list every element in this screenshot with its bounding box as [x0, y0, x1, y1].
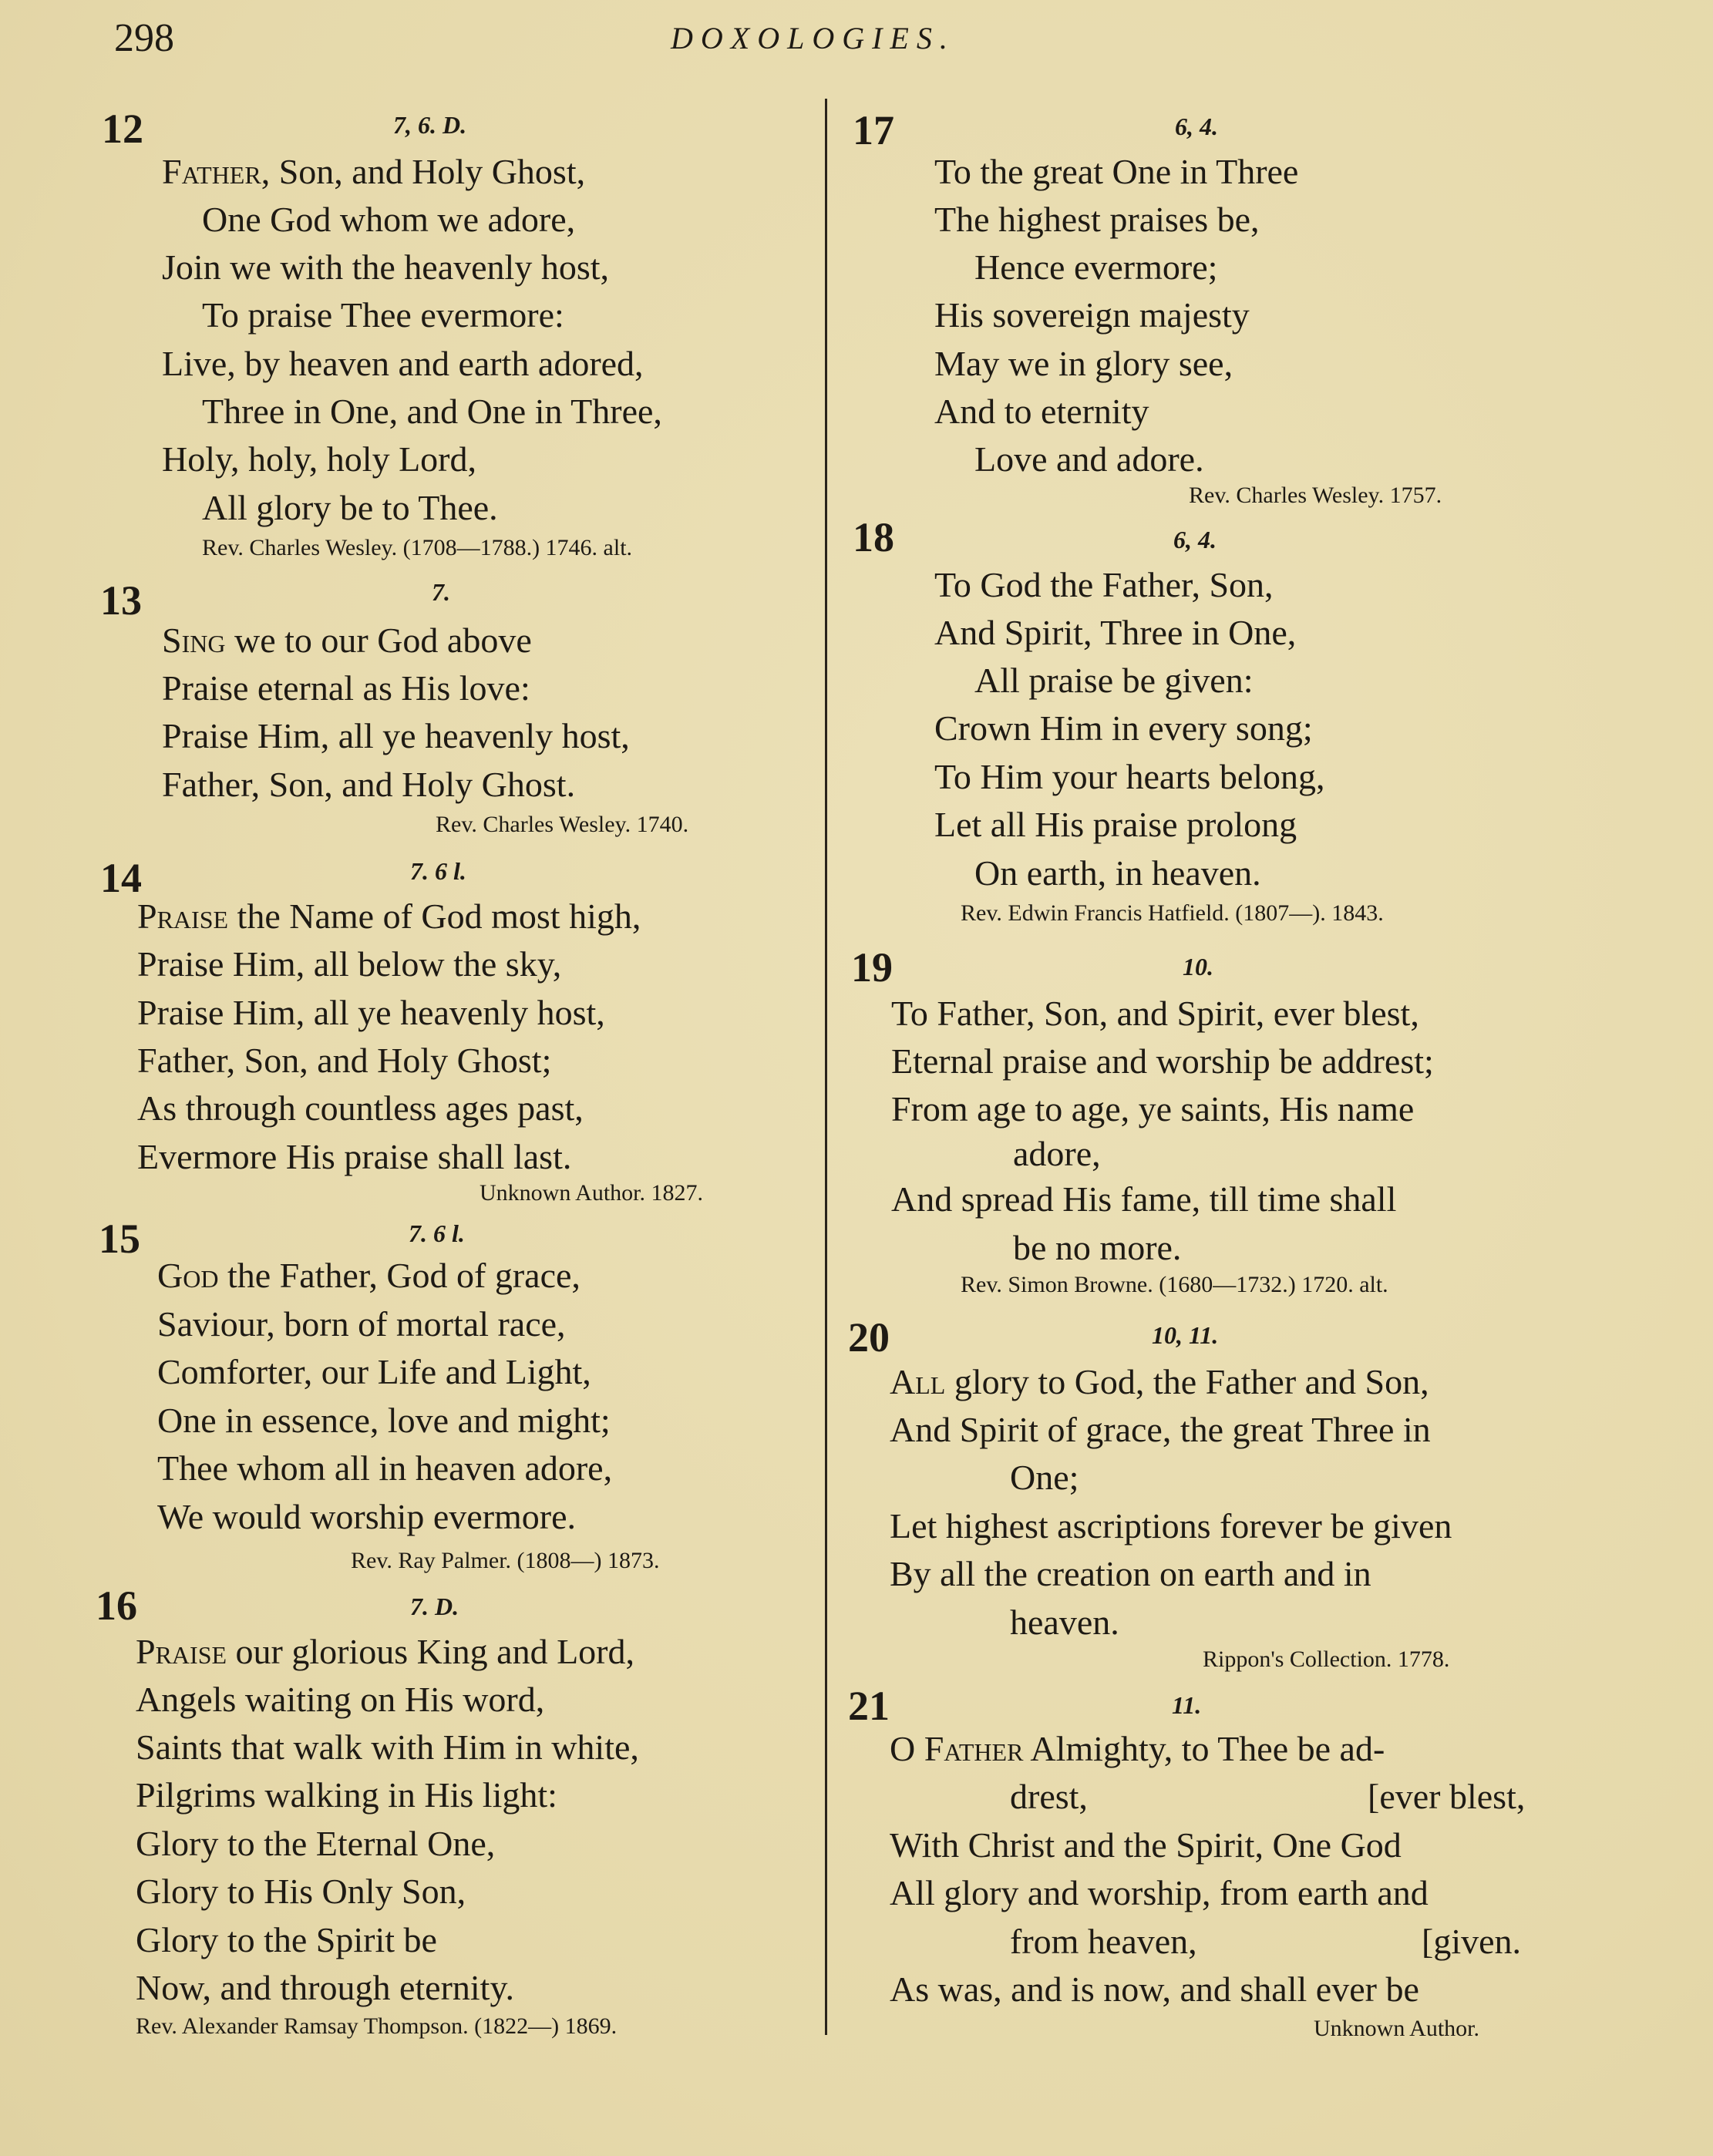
- hymn-line: Praise eternal as His love:: [162, 668, 530, 708]
- hymn-line: Now, and through eternity.: [136, 1968, 514, 2007]
- author-attribution: Rev. Charles Wesley. 1757.: [1189, 483, 1442, 508]
- hymn-line: To God the Father, Son,: [934, 565, 1274, 604]
- hymn-number: 21: [848, 1683, 890, 1729]
- hymn-line: Love and adore.: [974, 439, 1204, 479]
- hymn-line: To the great One in Three: [934, 152, 1299, 191]
- meter: 11.: [1172, 1691, 1202, 1719]
- hymn-line: Glory to the Eternal One,: [136, 1824, 496, 1863]
- hymn-line: heaven.: [1010, 1603, 1119, 1642]
- hymn-line: One in essence, love and might;: [157, 1401, 611, 1440]
- author-attribution: Rev. Edwin Francis Hatfield. (1807—). 1843.: [961, 900, 1384, 926]
- hymn-number: 18: [853, 514, 894, 560]
- hymn-line: To Father, Son, and Spirit, ever blest,: [891, 994, 1419, 1033]
- hymn-line: Crown Him in every song;: [934, 708, 1313, 748]
- hymn-line: God the Father, God of grace,: [157, 1256, 581, 1295]
- hymn-line: Glory to His Only Son,: [136, 1872, 466, 1911]
- hymn-line: We would worship evermore.: [157, 1497, 577, 1536]
- hymn-line: Evermore His praise shall last.: [137, 1137, 572, 1176]
- hymn-line: And spread His fame, till time shall: [891, 1179, 1397, 1219]
- hymn-line: May we in glory see,: [934, 344, 1233, 383]
- hymn-line: With Christ and the Spirit, One God: [890, 1825, 1402, 1865]
- hymn-line: Glory to the Spirit be: [136, 1920, 437, 1959]
- hymn-line: All glory to God, the Father and Son,: [890, 1362, 1429, 1401]
- meter: 7. D.: [410, 1593, 459, 1620]
- hymn-line: Three in One, and One in Three,: [202, 392, 662, 431]
- meter: 10, 11.: [1152, 1321, 1219, 1349]
- hymn-line: from heaven,: [1010, 1922, 1197, 1961]
- hymn-line: As was, and is now, and shall ever be: [890, 1969, 1419, 2009]
- hymn-line: To praise Thee evermore:: [202, 295, 564, 335]
- author-attribution: Rev. Charles Wesley. (1708—1788.) 1746. alt.: [202, 535, 633, 560]
- meter: 7. 6 l.: [410, 857, 466, 885]
- lead-word: Praise: [137, 896, 229, 936]
- hymn-line: Father, Son, and Holy Ghost.: [162, 765, 576, 804]
- meter: 7. 6 l.: [409, 1219, 465, 1247]
- hymn-line: And Spirit, Three in One,: [934, 613, 1297, 652]
- hymn-line: All glory be to Thee.: [202, 488, 498, 527]
- hymn-line: From age to age, ye saints, His name: [891, 1089, 1415, 1128]
- hymn-line: And Spirit of grace, the great Three in: [890, 1410, 1431, 1449]
- hymn-line: Let all His praise prolong: [934, 805, 1297, 844]
- meter: 10.: [1183, 953, 1213, 980]
- meter: 7.: [432, 578, 450, 606]
- hymn-line: Father, Son, and Holy Ghost;: [137, 1041, 552, 1080]
- hymn-number: 13: [100, 577, 142, 624]
- author-attribution: Unknown Author.: [1314, 2016, 1480, 2041]
- hymn-number: 16: [96, 1583, 137, 1629]
- hymn-number: 20: [848, 1314, 890, 1361]
- lead-word: O Father: [890, 1729, 1024, 1768]
- hymn-line: Angels waiting on His word,: [136, 1680, 545, 1719]
- hymn-line: Holy, holy, holy Lord,: [162, 439, 477, 479]
- hymn-line: Father, Son, and Holy Ghost,: [162, 152, 586, 191]
- hymn-line: Praise Him, all ye heavenly host,: [162, 716, 630, 755]
- hymn-line: Hence evermore;: [974, 247, 1218, 287]
- hymn-line: Comforter, our Life and Light,: [157, 1352, 591, 1391]
- meter: 6, 4.: [1175, 113, 1218, 140]
- lead-word: Sing: [162, 621, 226, 660]
- hymn-number: 15: [99, 1216, 140, 1262]
- hymn-line: [ever blest,: [1368, 1777, 1526, 1816]
- hymn-line: And to eternity: [934, 392, 1149, 431]
- lead-word: God: [157, 1256, 219, 1295]
- hymn-number: 19: [851, 944, 893, 991]
- author-attribution: Unknown Author. 1827.: [480, 1180, 704, 1206]
- hymn-line: [given.: [1422, 1922, 1522, 1961]
- page-number: 298: [114, 16, 174, 60]
- running-title: DOXOLOGIES.: [671, 21, 955, 55]
- lead-word: All: [890, 1362, 946, 1401]
- hymn-line: Sing we to our God above: [162, 621, 532, 660]
- hymn-line: Eternal praise and worship be addrest;: [891, 1041, 1434, 1081]
- hymn-line: Praise Him, all below the sky,: [137, 944, 562, 984]
- hymn-number: 17: [853, 107, 894, 153]
- author-attribution: Rev. Charles Wesley. 1740.: [436, 812, 689, 837]
- meter: 7, 6. D.: [393, 111, 467, 139]
- hymn-line: O Father Almighty, to Thee be ad-: [890, 1729, 1385, 1768]
- hymn-line: Praise our glorious King and Lord,: [136, 1632, 634, 1671]
- hymn-line: Let highest ascriptions forever be given: [890, 1506, 1452, 1546]
- hymn-line: Saviour, born of mortal race,: [157, 1304, 566, 1344]
- hymn-line: be no more.: [1013, 1228, 1182, 1267]
- hymn-line: All praise be given:: [974, 661, 1254, 700]
- hymn-line: One God whom we adore,: [202, 200, 576, 239]
- hymn-line: adore,: [1013, 1134, 1101, 1173]
- hymn-line: One;: [1010, 1458, 1079, 1497]
- hymn-line: To Him your hearts belong,: [934, 757, 1325, 796]
- hymn-line: drest,: [1010, 1777, 1088, 1816]
- hymn-line: The highest praises be,: [934, 200, 1260, 239]
- hymn-line: Saints that walk with Him in white,: [136, 1727, 639, 1767]
- hymn-line: Live, by heaven and earth adored,: [162, 344, 644, 383]
- hymn-line: All glory and worship, from earth and: [890, 1873, 1429, 1912]
- hymn-line: Praise the Name of God most high,: [137, 896, 641, 936]
- author-attribution: Rippon's Collection. 1778.: [1203, 1646, 1450, 1672]
- hymn-line: By all the creation on earth and in: [890, 1554, 1371, 1593]
- author-attribution: Rev. Simon Browne. (1680—1732.) 1720. alt.: [961, 1272, 1388, 1297]
- hymn-number: 14: [100, 855, 142, 901]
- hymn-line: As through countless ages past,: [137, 1088, 584, 1128]
- hymn-line: His sovereign majesty: [934, 295, 1250, 335]
- lead-word: Praise: [136, 1632, 227, 1671]
- lead-word: Father,: [162, 152, 271, 191]
- author-attribution: Rev. Alexander Ramsay Thompson. (1822—) 1869.: [136, 2013, 618, 2039]
- hymn-number: 12: [102, 106, 143, 152]
- hymn-line: Join we with the heavenly host,: [162, 247, 610, 287]
- meter: 6, 4.: [1173, 526, 1217, 553]
- hymn-line: Pilgrims walking in His light:: [136, 1775, 557, 1815]
- hymn-line: On earth, in heaven.: [974, 853, 1261, 893]
- column-divider: [825, 99, 827, 2035]
- author-attribution: Rev. Ray Palmer. (1808—) 1873.: [351, 1548, 660, 1573]
- hymn-line: Praise Him, all ye heavenly host,: [137, 993, 605, 1032]
- hymn-line: Thee whom all in heaven adore,: [157, 1448, 613, 1488]
